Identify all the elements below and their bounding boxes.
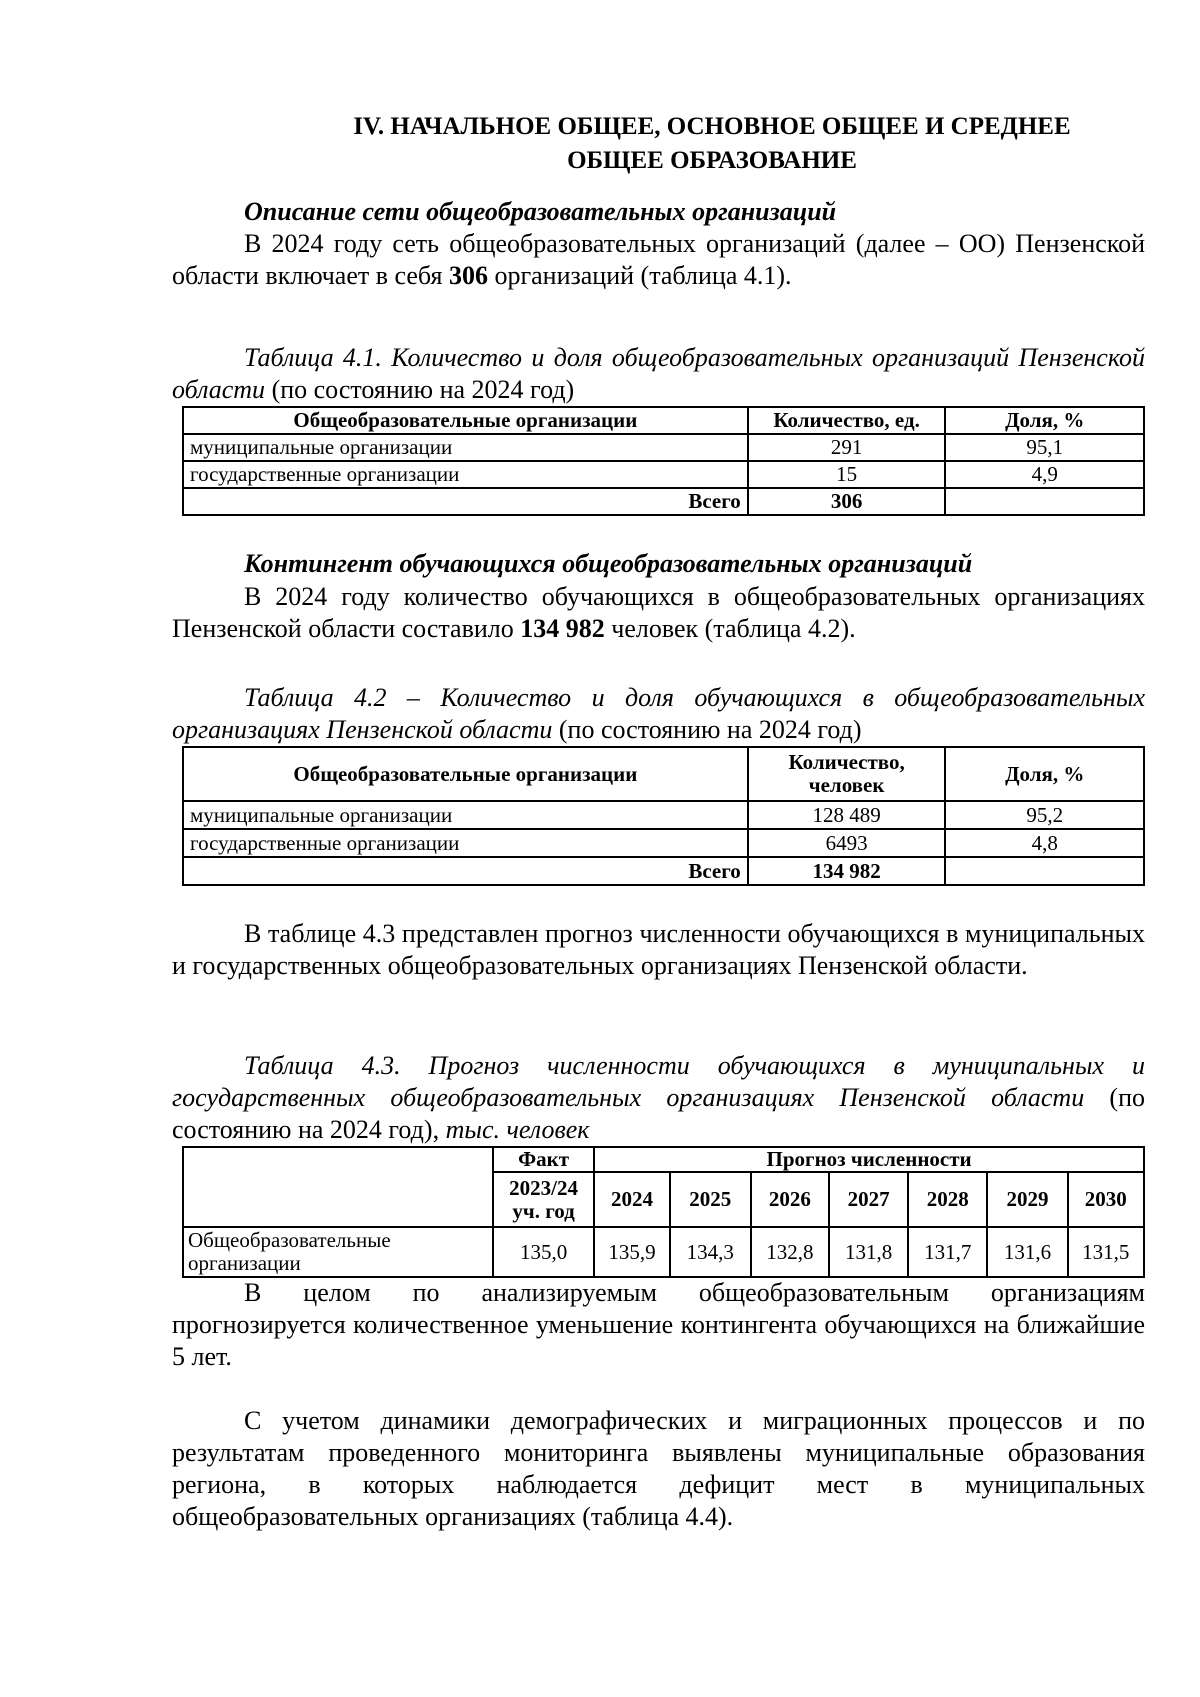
heading-line-2: ОБЩЕЕ ОБРАЗОВАНИЕ xyxy=(567,147,857,174)
row-label: Общеобразовательные организации xyxy=(183,1227,493,1277)
year-header: 2027 xyxy=(829,1172,908,1227)
paragraph-contingent-text: В 2024 году количество обучающихся в общеобразовательных организациях Пензенской области составило xyxy=(172,582,1145,643)
paragraph-forecast-summary-text: В целом по анализируемым общеобразовательным организациям прогнозируется количественное уменьшение контингента обучающихся на ближайшие 5 лет. xyxy=(172,1278,1145,1371)
table-row xyxy=(183,829,1144,857)
total-value: 134 982 xyxy=(748,857,946,885)
heading-line-1: IV. НАЧАЛЬНОЕ ОБЩЕЕ, ОСНОВНОЕ ОБЩЕЕ И СРЕДНЕЕ xyxy=(353,113,1071,140)
paragraph-forecast-intro xyxy=(172,918,1145,982)
section-title-network: Описание сети общеобразовательных организаций xyxy=(244,197,837,226)
column-header: Доля, % xyxy=(945,407,1144,434)
fact-value: 135,0 xyxy=(493,1227,594,1277)
table-cell: муниципальные организации xyxy=(183,801,748,829)
paragraph-network xyxy=(172,228,1145,292)
table-row xyxy=(183,1227,1144,1277)
table-4-2-caption-italic: Таблица 4.2 – Количество и доля обучающихся в общеобразовательных организациях Пензенской области xyxy=(172,683,1145,744)
table-4-3 xyxy=(182,1146,1145,1278)
table-row xyxy=(183,801,1144,829)
table-4-1 xyxy=(182,406,1145,516)
forecast-value: 131,7 xyxy=(908,1227,987,1277)
table-cell-empty xyxy=(945,488,1144,515)
table-4-1-caption-italic: Таблица 4.1. Количество и доля общеобразовательных организаций Пензенской области xyxy=(172,343,1145,404)
column-header: Количество, ед. xyxy=(748,407,946,434)
table-row xyxy=(183,461,1144,488)
column-header: Доля, % xyxy=(945,747,1144,801)
section-title-contingent: Контингент обучающихся общеобразовательных организаций xyxy=(244,549,973,578)
table-row xyxy=(183,434,1144,461)
table-4-2-caption xyxy=(172,682,1145,746)
table-cell: 4,8 xyxy=(945,829,1144,857)
paragraph-deficit xyxy=(172,1405,1145,1533)
table-cell: 95,2 xyxy=(945,801,1144,829)
table-header-row xyxy=(183,407,1144,434)
table-4-2 xyxy=(182,746,1145,886)
year-header: 2024 xyxy=(594,1172,670,1227)
fact-subheader: 2023/24 уч. год xyxy=(493,1172,594,1227)
column-header: Количество, человек xyxy=(748,747,946,801)
table-cell: 128 489 xyxy=(748,801,946,829)
year-header: 2029 xyxy=(987,1172,1067,1227)
year-header: 2028 xyxy=(908,1172,987,1227)
table-4-1-caption-rest: (по состоянию на 2024 год) xyxy=(265,375,575,404)
year-header: 2030 xyxy=(1068,1172,1145,1227)
table-cell-empty xyxy=(945,857,1144,885)
forecast-value: 131,6 xyxy=(987,1227,1067,1277)
year-header: 2025 xyxy=(670,1172,751,1227)
paragraph-contingent-bold: 134 982 xyxy=(520,614,605,643)
table-header-row xyxy=(183,747,1144,801)
table-cell: 95,1 xyxy=(945,434,1144,461)
table-4-3-caption-rest: (по состоянию на 2024 год), xyxy=(172,1083,1145,1144)
table-total-row xyxy=(183,488,1144,515)
table-4-3-caption-unit: тыс. человек xyxy=(445,1115,590,1144)
table-cell: муниципальные организации xyxy=(183,434,748,461)
table-header-row xyxy=(183,1147,1144,1172)
fact-header: Факт xyxy=(493,1147,594,1172)
table-cell: 6493 xyxy=(748,829,946,857)
forecast-value: 135,9 xyxy=(594,1227,670,1277)
table-cell: 4,9 xyxy=(945,461,1144,488)
paragraph-network-bold: 306 xyxy=(448,261,488,290)
paragraph-network-end: организаций (таблица 4.1). xyxy=(487,261,792,290)
column-header: Общеобразовательные организации xyxy=(183,407,748,434)
table-cell-empty xyxy=(183,1147,493,1227)
table-4-3-caption xyxy=(172,1050,1145,1146)
year-header: 2026 xyxy=(751,1172,829,1227)
table-4-2-caption-rest: (по состоянию на 2024 год) xyxy=(552,715,862,744)
paragraph-contingent-end: человек (таблица 4.2). xyxy=(604,614,856,643)
forecast-value: 132,8 xyxy=(751,1227,829,1277)
table-total-row xyxy=(183,857,1144,885)
column-header: Общеобразовательные организации xyxy=(183,747,748,801)
total-value: 306 xyxy=(748,488,946,515)
table-cell: 291 xyxy=(748,434,946,461)
paragraph-network-text: В 2024 году сеть общеобразовательных организаций (далее – ОО) Пензенской области включает в себя xyxy=(172,229,1145,290)
paragraph-contingent xyxy=(172,581,1145,645)
total-label: Всего xyxy=(183,488,748,515)
forecast-header: Прогноз численности xyxy=(594,1147,1144,1172)
table-cell: государственные организации xyxy=(183,461,748,488)
total-label: Всего xyxy=(183,857,748,885)
chapter-heading xyxy=(282,110,1142,178)
table-cell: государственные организации xyxy=(183,829,748,857)
paragraph-deficit-text: С учетом динамики демографических и миграционных процессов и по результатам проведенного мониторинга выявлены муниципальные образования региона, в которых наблюдается дефицит мест в муниципальных общеобразовательных организациях (таблица 4.4). xyxy=(172,1406,1145,1531)
forecast-value: 134,3 xyxy=(670,1227,751,1277)
forecast-value: 131,8 xyxy=(829,1227,908,1277)
table-4-3-caption-italic: Таблица 4.3. Прогноз численности обучающихся в муниципальных и государственных общеобразовательных организациях Пензенской области xyxy=(172,1051,1145,1112)
forecast-value: 131,5 xyxy=(1068,1227,1145,1277)
table-cell: 15 xyxy=(748,461,946,488)
paragraph-forecast-intro-text: В таблице 4.3 представлен прогноз численности обучающихся в муниципальных и государственных общеобразовательных организациях Пензенской области. xyxy=(172,919,1145,980)
table-4-1-caption xyxy=(172,342,1145,406)
paragraph-forecast-summary xyxy=(172,1277,1145,1373)
